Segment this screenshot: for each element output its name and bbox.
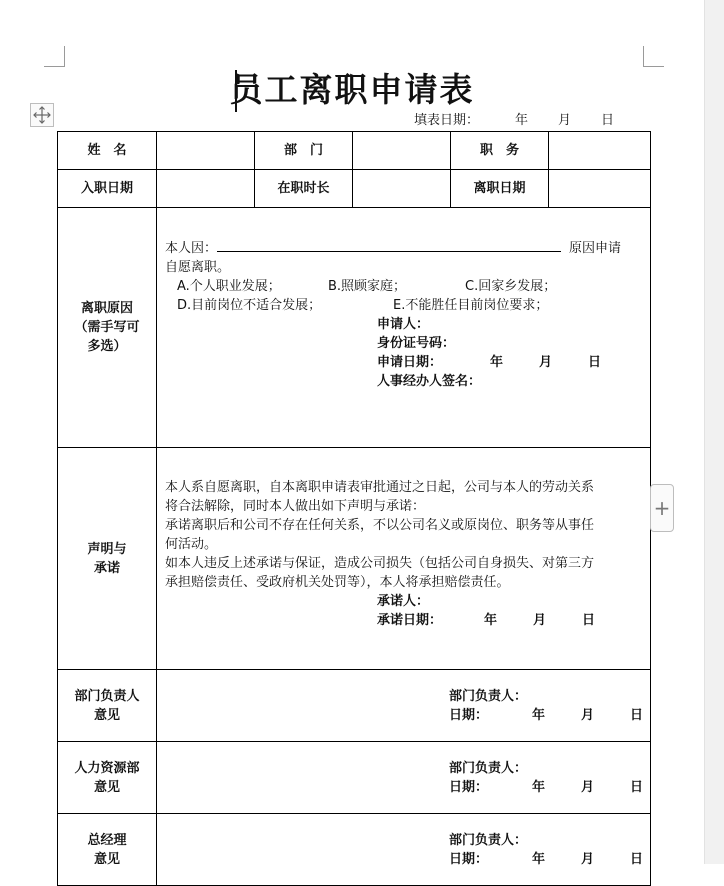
opinion-label-line: 意见 <box>93 707 120 723</box>
opinion-date-day: 日 <box>630 707 644 723</box>
dept-head-opinion-label <box>58 670 157 742</box>
reason-blank[interactable] <box>217 238 561 252</box>
opinion-signer-label: 部门负责人： <box>449 688 528 704</box>
dept-head-opinion-content[interactable] <box>157 670 651 742</box>
statement-line: 如本人违反上述承诺与保证，造成公司损失（包括公司自身损失、对第三方 <box>165 555 595 571</box>
apply-date-year: 年 <box>490 355 504 370</box>
hr-sign-label: 人事经办人签名： <box>377 374 482 389</box>
plus-icon[interactable]: + <box>650 484 674 532</box>
apply-date-day: 日 <box>588 355 602 370</box>
id-number-label: 身份证号码： <box>377 336 456 351</box>
leave-date-field[interactable] <box>549 170 651 208</box>
hr-opinion-label <box>58 742 157 814</box>
position-field[interactable] <box>549 132 651 170</box>
promise-date-label: 承诺日期： <box>377 612 443 628</box>
statement-label-line: 承诺 <box>93 560 120 576</box>
opinion-date-year: 年 <box>532 707 546 723</box>
opinion-signer-label: 部门负责人： <box>449 760 528 776</box>
option-b[interactable]: B.照顾家庭； <box>328 279 407 294</box>
reason-label-line: 离职原因 <box>80 301 133 316</box>
promise-date-month: 月 <box>533 612 547 628</box>
opinion-label-line: 意见 <box>93 851 120 867</box>
option-e[interactable]: E.不能胜任目前岗位要求； <box>393 298 549 313</box>
statement-line: 承诺离职后和公司不存在任何关系，不以公司名义或原岗位、职务等从事任 <box>165 517 595 533</box>
reason-intro: 本人因： <box>165 241 218 256</box>
resignation-form-table <box>57 131 651 886</box>
reason-label-line: （需手写可 <box>74 320 140 335</box>
gm-opinion-label <box>58 814 157 886</box>
option-d[interactable]: D.目前岗位不适合发展； <box>177 298 322 313</box>
opinion-date-label: 日期： <box>449 851 489 867</box>
entry-date-label: 入职日期 <box>58 170 157 208</box>
statement-line: 承担赔偿责任、受政府机关处罚等），本人将承担赔偿责任。 <box>165 574 510 590</box>
crop-mark-top-left <box>44 46 65 67</box>
crop-mark-top-right <box>643 46 664 67</box>
promisor-label: 承诺人： <box>377 593 430 609</box>
position-label: 职 务 <box>451 132 549 170</box>
statement-label <box>58 448 157 670</box>
apply-date-label: 申请日期： <box>377 355 443 370</box>
promise-date-year: 年 <box>484 612 498 628</box>
tenure-field[interactable] <box>353 170 451 208</box>
promise-date-day: 日 <box>582 612 596 628</box>
opinion-date-label: 日期： <box>449 707 489 723</box>
reason-line2: 自愿离职。 <box>165 260 231 275</box>
tenure-label: 在职时长 <box>255 170 353 208</box>
option-c[interactable]: C.回家乡发展； <box>465 279 557 294</box>
statement-label-line: 声明与 <box>87 541 127 557</box>
opinion-date-month: 月 <box>581 851 595 867</box>
entry-date-field[interactable] <box>157 170 255 208</box>
fill-date-year: 年 <box>515 113 529 128</box>
applicant-label: 申请人： <box>377 317 430 332</box>
reason-label <box>58 208 157 448</box>
opinion-signer-label: 部门负责人： <box>449 832 528 848</box>
right-gutter <box>704 0 724 864</box>
name-label: 姓 名 <box>58 132 157 170</box>
opinion-label-line: 部门负责人 <box>74 688 140 704</box>
hr-opinion-content[interactable] <box>157 742 651 814</box>
department-label: 部 门 <box>255 132 353 170</box>
fill-date-day: 日 <box>601 113 615 128</box>
opinion-date-month: 月 <box>581 779 595 795</box>
fill-date-month: 月 <box>558 113 572 128</box>
opinion-date-month: 月 <box>581 707 595 723</box>
statement-line: 本人系自愿离职，自本离职申请表审批通过之日起，公司与本人的劳动关系 <box>165 479 595 495</box>
opinion-date-label: 日期： <box>449 779 489 795</box>
opinion-label-line: 意见 <box>93 779 120 795</box>
statement-line: 何活动。 <box>165 536 218 552</box>
statement-line: 将合法解除，同时本人做出如下声明与承诺： <box>165 498 426 514</box>
fill-date-label: 填表日期： <box>414 113 480 128</box>
opinion-label-line: 人力资源部 <box>74 760 140 776</box>
leave-date-label: 离职日期 <box>451 170 549 208</box>
reason-content[interactable] <box>157 208 651 448</box>
option-a[interactable]: A.个人职业发展； <box>177 279 281 294</box>
opinion-date-year: 年 <box>532 779 546 795</box>
opinion-date-day: 日 <box>630 851 644 867</box>
apply-date-month: 月 <box>539 355 553 370</box>
opinion-label-line: 总经理 <box>87 832 127 848</box>
opinion-date-day: 日 <box>630 779 644 795</box>
opinion-date-year: 年 <box>532 851 546 867</box>
statement-content[interactable] <box>157 448 651 670</box>
gm-opinion-content[interactable] <box>157 814 651 886</box>
page-title[interactable]: 员工离职申请表 <box>229 70 475 109</box>
reason-intro-tail: 原因申请 <box>569 241 622 256</box>
reason-label-line: 多选） <box>87 339 127 354</box>
name-field[interactable] <box>157 132 255 170</box>
fill-date-line <box>414 111 614 131</box>
department-field[interactable] <box>353 132 451 170</box>
